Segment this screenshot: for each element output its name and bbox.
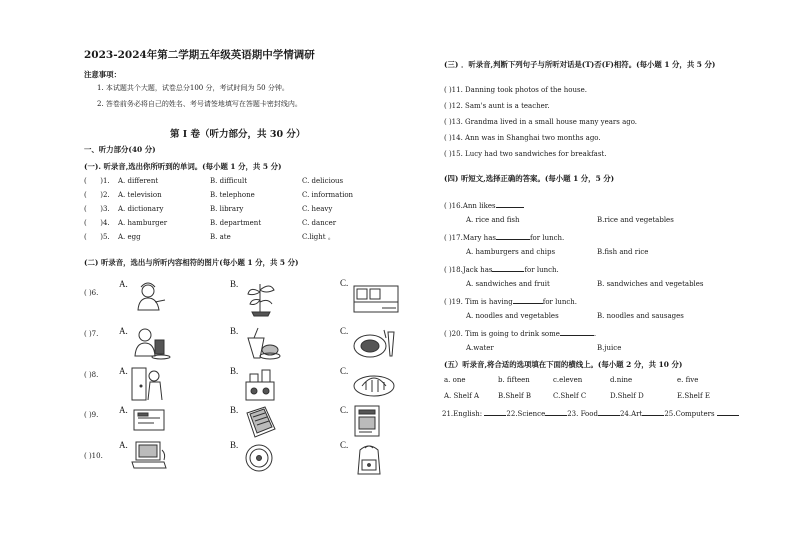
number-option: c.eleven xyxy=(553,376,583,384)
picture-question-label: ( )7. xyxy=(84,330,99,338)
answer-blank[interactable] xyxy=(496,232,530,240)
picture-option-b: B. xyxy=(230,405,239,415)
cake-dish-picture xyxy=(352,366,396,398)
option-a: A. dictionary xyxy=(118,205,164,213)
notice-item-1: 1. 本试题共个大题，试卷总分100 分，考试时间为 50 分钟。 xyxy=(97,84,289,92)
section5-heading: (五）听录音,将合适的选项填在下面的横线上。(每小题 2 分，共 10 分) xyxy=(444,360,683,369)
notice-heading: 注意事项： xyxy=(84,70,121,79)
picture-question-label: ( )6. xyxy=(84,289,99,297)
picture-option-b: B. xyxy=(230,326,239,336)
people-at-door-picture xyxy=(130,366,168,402)
question-text: ( )16.Ann likes xyxy=(444,202,496,210)
question-number: 2. xyxy=(102,191,110,199)
option-c: C.light 。 xyxy=(302,233,335,241)
answer-blank[interactable] xyxy=(484,408,506,416)
answer-blank[interactable] xyxy=(513,296,543,304)
picture-option-c: C. xyxy=(340,278,349,288)
question-row xyxy=(84,191,110,200)
question-text: ( )18.Jack has xyxy=(444,266,493,274)
picture-option-a: A. xyxy=(119,405,128,415)
picture-option-a: A. xyxy=(119,440,128,450)
fill-row xyxy=(442,408,739,419)
exam-title: 2023-2024年第二学期五年级英语期中学情调研 xyxy=(84,49,315,61)
section3-heading: (三) ．听录音,判断下列句子与所听对话是(T)否(F)相符。(每小题 1 分，共 5 分) xyxy=(444,60,716,69)
question-number: 5. xyxy=(102,233,110,241)
kitchen-stove-picture xyxy=(242,366,278,402)
picture-option-c: C. xyxy=(340,366,349,376)
option-c: C. delicious xyxy=(302,177,344,185)
computer-picture xyxy=(132,440,168,470)
question-number: 1. xyxy=(102,177,110,185)
true-false-item: ( )14. Ann was in Shanghai two months ago. xyxy=(444,134,601,142)
meal-plate-picture xyxy=(352,326,396,360)
part1-heading: 一、听力部分(40 分) xyxy=(84,145,156,154)
answer-paren-close: ) xyxy=(100,205,103,213)
fill-label-computers: 25.Computers xyxy=(664,410,715,418)
question-number: 4. xyxy=(102,219,110,227)
picture-option-c: C. xyxy=(340,326,349,336)
answer-blank[interactable] xyxy=(717,408,739,416)
answer-paren-open: ( xyxy=(84,177,87,185)
answer-paren-open: ( xyxy=(84,233,87,241)
shop-counter-picture xyxy=(352,282,400,316)
picture-option-a: A. xyxy=(119,279,128,289)
notice-item-2: 2. 答卷前务必将自己的姓名、考号请签地填写在答题卡密封线内。 xyxy=(97,100,302,108)
section4-heading: (四) 听短文,选择正确的答案。(每小题 1 分，5 分) xyxy=(444,174,615,183)
option-b: B.juice xyxy=(597,344,622,352)
answer-blank[interactable] xyxy=(496,200,524,208)
true-false-item: ( )15. Lucy had two sandwiches for breakfast. xyxy=(444,150,607,158)
option-b: B. department xyxy=(210,219,262,227)
choice-question xyxy=(444,232,564,243)
picture-question-label: ( )8. xyxy=(84,371,99,379)
option-a: A. television xyxy=(118,191,162,199)
shelf-option: C.Shelf C xyxy=(553,392,587,400)
true-false-item: ( )11. Danning took photos of the house. xyxy=(444,86,587,94)
option-b: B.fish and rice xyxy=(597,248,649,256)
question-text-after: for lunch. xyxy=(529,234,565,242)
shelf-option: A. Shelf A xyxy=(444,392,480,400)
option-c: C. heavy xyxy=(302,205,333,213)
choice-question xyxy=(444,264,559,275)
fill-label-art: 24.Art xyxy=(619,410,643,418)
picture-question-label: ( )10. xyxy=(84,452,103,460)
boy-eating-picture xyxy=(131,326,171,360)
answer-blank[interactable] xyxy=(545,408,567,416)
picture-option-a: A. xyxy=(119,366,128,376)
picture-option-c: C. xyxy=(340,440,349,450)
number-option: a. one xyxy=(444,376,466,384)
number-option: e. five xyxy=(677,376,699,384)
number-option: b. fifteen xyxy=(498,376,530,384)
option-a: A. different xyxy=(118,177,159,185)
question-text: ( )20. Tim is going to drink some xyxy=(444,330,560,338)
option-c: C. dancer xyxy=(302,219,337,227)
answer-paren-close: ) xyxy=(100,177,103,185)
option-a: A. sandwiches and fruit xyxy=(466,280,550,288)
question-text: ( )17.Mary has xyxy=(444,234,496,242)
magazine-picture xyxy=(352,404,384,438)
picture-option-c: C. xyxy=(340,405,349,415)
chef-boy-picture xyxy=(133,280,169,316)
option-c: C. information xyxy=(302,191,354,199)
shelf-option: E.Shelf E xyxy=(677,392,710,400)
plant-picture xyxy=(244,278,280,316)
answer-blank[interactable] xyxy=(642,408,664,416)
section1-heading: (一). 听录音,选出你所听到的单词。(每小题 1 分，共 5 分) xyxy=(84,162,282,171)
question-text: ( )19. Tim is having xyxy=(444,298,513,306)
option-b: B.rice and vegetables xyxy=(597,216,674,224)
picture-option-b: B. xyxy=(230,279,239,289)
question-row xyxy=(84,205,110,214)
volume-title: 第 I 卷（听力部分，共 30 分） xyxy=(170,129,306,140)
true-false-item: ( )13. Grandma lived in a small house many years ago. xyxy=(444,118,638,126)
option-b: B. ate xyxy=(210,233,231,241)
answer-paren-close: ) xyxy=(100,233,103,241)
answer-paren-close: ) xyxy=(100,219,103,227)
picture-option-b: B. xyxy=(230,440,239,450)
number-option: d.nine xyxy=(610,376,633,384)
option-b: B. library xyxy=(210,205,244,213)
true-false-item: ( )12. Sam's aunt is a teacher. xyxy=(444,102,550,110)
option-a: A.water xyxy=(466,344,494,352)
choice-question xyxy=(444,328,596,339)
answer-blank[interactable] xyxy=(598,408,620,416)
question-row xyxy=(84,177,110,186)
fill-label-english: 21.English: xyxy=(442,410,483,418)
answer-blank[interactable] xyxy=(492,264,524,272)
option-a: A. rice and fish xyxy=(466,216,520,224)
answer-paren-open: ( xyxy=(84,219,87,227)
question-text-after: for lunch. xyxy=(524,266,559,274)
option-a: A. hamburger xyxy=(118,219,168,227)
option-a: A. egg xyxy=(118,233,141,241)
option-b: B. difficult xyxy=(210,177,248,185)
answer-paren-open: ( xyxy=(84,191,87,199)
answer-blank[interactable] xyxy=(560,328,597,338)
option-b: B. noodles and sausages xyxy=(597,312,684,320)
picture-option-b: B. xyxy=(230,366,239,376)
option-b: B. sandwiches and vegetables xyxy=(597,280,704,288)
backpack-picture xyxy=(352,444,386,478)
option-b: B. telephone xyxy=(210,191,255,199)
question-number: 3. xyxy=(102,205,110,213)
picture-option-a: A. xyxy=(119,326,128,336)
fill-label-food: 23. Food xyxy=(567,410,598,418)
choice-question xyxy=(444,296,577,307)
fill-label-science: 22.Science xyxy=(506,410,546,418)
question-text-after: for lunch. xyxy=(542,298,578,306)
picture-question-label: ( )9. xyxy=(84,411,99,419)
question-row xyxy=(84,233,110,242)
option-a: A. noodles and vegetables xyxy=(466,312,559,320)
choice-question xyxy=(444,200,524,211)
textbook-picture xyxy=(243,405,277,439)
shelf-option: D.Shelf D xyxy=(610,392,644,400)
question-text-after: . xyxy=(593,330,597,338)
question-row xyxy=(84,219,110,228)
section2-heading: (二) 听录音，选出与所听内容相符的图片(每小题 1 分，共 5 分) xyxy=(84,258,299,267)
cd-disc-picture xyxy=(244,443,274,473)
book-sign-picture xyxy=(132,406,166,434)
shelf-option: B.Shelf B xyxy=(498,392,532,400)
option-a: A. hamburgers and chips xyxy=(466,248,556,256)
answer-paren-open: ( xyxy=(84,205,87,213)
drink-and-food-picture xyxy=(244,328,280,360)
answer-paren-close: ) xyxy=(100,191,103,199)
